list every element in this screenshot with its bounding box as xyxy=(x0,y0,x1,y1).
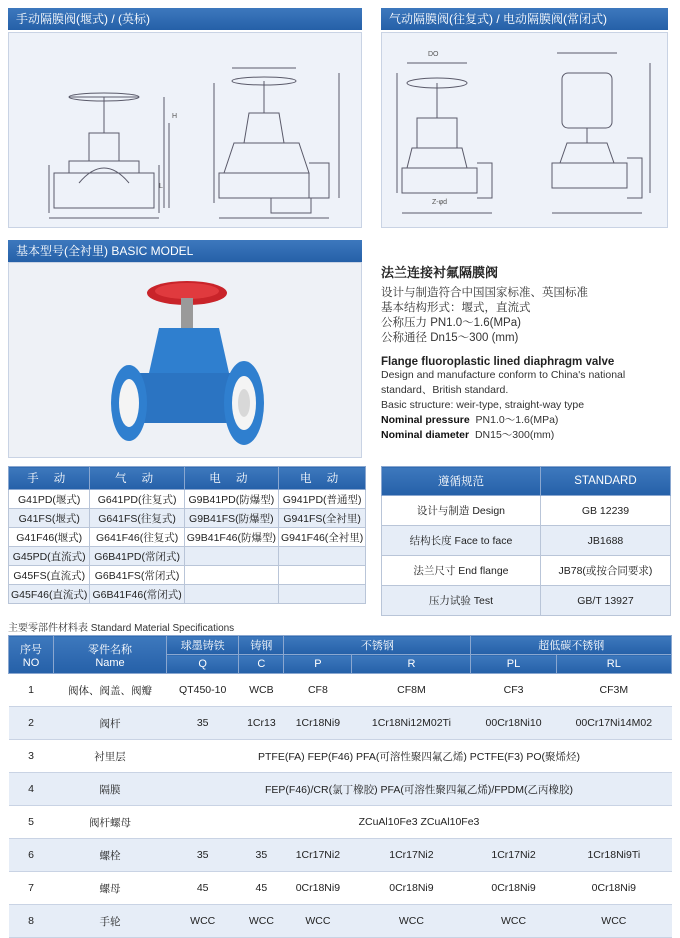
table-cell: 0Cr18Ni9 xyxy=(352,872,471,905)
row-no: 5 xyxy=(9,806,54,839)
table-cell: 0Cr18Ni9 xyxy=(471,872,556,905)
header-text: 零件名称 xyxy=(88,643,132,656)
section-title: 气动隔膜阀(往复式) / 电动隔膜阀(常闭式) xyxy=(389,12,607,26)
mat-header: 铸钢 xyxy=(239,636,284,655)
table-cell: PTFE(FA) FEP(F46) PFA(可溶性聚四氟乙烯) PCTFE(F3) PO(聚烯烃) xyxy=(167,740,672,773)
table-cell: G41PD(堰式) xyxy=(9,490,90,509)
table-row xyxy=(9,773,672,806)
table-cell: G41FS(堰式) xyxy=(9,509,90,528)
table-cell: WCC xyxy=(352,905,471,938)
table-cell: G9B41FS(防爆型) xyxy=(184,509,278,528)
header-text: 序号 xyxy=(20,643,42,656)
dim-label: DO xyxy=(428,51,439,58)
table-cell: JB78(或按合同要求) xyxy=(540,556,670,586)
table-cell: G941FS(全衬里) xyxy=(279,509,366,528)
spec-line: 设计与制造符合中国国家标准、英国标准 xyxy=(381,287,588,299)
mat-header: 超低碳不锈钢 xyxy=(471,636,672,655)
mat-code: PL xyxy=(471,655,556,674)
standards-header: STANDARD xyxy=(540,467,670,496)
row-no: 4 xyxy=(9,773,54,806)
table-cell: CF3 xyxy=(471,674,556,707)
section-header-basic-model xyxy=(8,240,362,262)
models-header: 电 动 xyxy=(184,467,278,490)
valve-photo-illustration xyxy=(9,263,361,457)
product-title-cn: 法兰连接衬氟隔膜阀 xyxy=(381,265,499,280)
dim-label: Z-φd xyxy=(432,199,448,206)
manual-valve-drawing-panel xyxy=(8,32,362,228)
mat-code: C xyxy=(239,655,284,674)
models-table xyxy=(8,466,366,604)
part-name: 隔膜 xyxy=(54,773,167,806)
table-row xyxy=(9,674,672,707)
table-cell: WCC xyxy=(284,905,352,938)
section-header-manual xyxy=(8,8,362,30)
table-cell: CF3M xyxy=(556,674,671,707)
table-cell: CF8 xyxy=(284,674,352,707)
table-cell: 1Cr17Ni2 xyxy=(352,839,471,872)
mat-code: Q xyxy=(167,655,239,674)
mat-header: 球墨铸铁 xyxy=(167,636,239,655)
spec-line-en: Design and manufacture conform to China's national xyxy=(381,369,626,381)
models-header: 手 动 xyxy=(9,467,90,490)
table-cell xyxy=(184,566,278,585)
table-cell: 1Cr13 xyxy=(239,707,284,740)
table-row xyxy=(382,496,671,526)
table-cell xyxy=(279,585,366,604)
table-row xyxy=(9,839,672,872)
table-cell: G6B41FS(常闭式) xyxy=(90,566,184,585)
table-cell: 35 xyxy=(167,839,239,872)
spec-line: 公称压力 PN1.0～1.6(MPa) xyxy=(381,317,521,329)
table-cell: 1Cr17Ni2 xyxy=(284,839,352,872)
materials-table xyxy=(8,635,672,938)
table-cell xyxy=(184,547,278,566)
table-cell: G641FS(往复式) xyxy=(90,509,184,528)
table-row xyxy=(382,556,671,586)
spec-line: 基本结构形式：堰式，直流式 xyxy=(381,302,531,314)
pneumatic-valve-drawing xyxy=(382,33,667,227)
mat-code: RL xyxy=(556,655,671,674)
header-text: NO xyxy=(22,656,40,669)
manual-valve-drawing xyxy=(9,33,361,227)
table-cell: JB1688 xyxy=(540,526,670,556)
table-cell: 0Cr18Ni9 xyxy=(284,872,352,905)
mat-header: 不锈钢 xyxy=(284,636,471,655)
table-row xyxy=(382,586,671,616)
part-name: 螺栓 xyxy=(54,839,167,872)
product-photo xyxy=(8,262,362,458)
standards-table xyxy=(381,466,671,616)
row-no: 1 xyxy=(9,674,54,707)
table-row xyxy=(9,905,672,938)
table-cell: 设计与制造 Design xyxy=(382,496,541,526)
models-header: 电 动 xyxy=(279,467,366,490)
row-no: 6 xyxy=(9,839,54,872)
table-cell: 1Cr17Ni2 xyxy=(471,839,556,872)
mat-header-name xyxy=(54,636,167,674)
table-cell: G6B41F46(常闭式) xyxy=(90,585,184,604)
table-row xyxy=(9,872,672,905)
table-cell: WCC xyxy=(471,905,556,938)
section-title: 基本型号(全衬里) BASIC MODEL xyxy=(16,244,194,258)
table-cell: G6B41PD(常闭式) xyxy=(90,547,184,566)
table-cell xyxy=(279,566,366,585)
table-row xyxy=(9,509,366,528)
header-text: Name xyxy=(95,656,125,669)
table-row xyxy=(9,740,672,773)
dim-label: H xyxy=(172,113,178,120)
table-cell: WCB xyxy=(239,674,284,707)
table-cell: 45 xyxy=(167,872,239,905)
table-cell: G41F46(堰式) xyxy=(9,528,90,547)
product-description xyxy=(381,262,671,443)
diameter-label: Nominal diameter xyxy=(381,429,470,441)
table-cell: G9B41F46(防爆型) xyxy=(184,528,278,547)
table-cell: 35 xyxy=(239,839,284,872)
row-no: 2 xyxy=(9,707,54,740)
mat-header-no xyxy=(9,636,54,674)
mat-code: R xyxy=(352,655,471,674)
table-cell: 1Cr18Ni9Ti xyxy=(556,839,671,872)
table-row xyxy=(9,707,672,740)
part-name: 衬里层 xyxy=(54,740,167,773)
table-row xyxy=(9,547,366,566)
part-name: 阀杆螺母 xyxy=(54,806,167,839)
table-cell: WCC xyxy=(167,905,239,938)
part-name: 螺母 xyxy=(54,872,167,905)
table-cell: G9B41PD(防爆型) xyxy=(184,490,278,509)
table-cell: 45 xyxy=(239,872,284,905)
table-cell: 35 xyxy=(167,707,239,740)
table-cell: 00Cr17Ni14M02 xyxy=(556,707,671,740)
table-cell: G45PD(直流式) xyxy=(9,547,90,566)
table-cell: GB/T 13927 xyxy=(540,586,670,616)
table-cell: FEP(F46)/CR(氯丁橡胶) PFA(可溶性聚四氟乙烯)/FPDM(乙丙橡胶) xyxy=(167,773,672,806)
table-cell: G941F46(全衬里) xyxy=(279,528,366,547)
models-header: 气 动 xyxy=(90,467,184,490)
pressure-line xyxy=(381,413,671,428)
pressure-label: Nominal pressure xyxy=(381,414,470,426)
table-cell xyxy=(184,585,278,604)
row-no: 8 xyxy=(9,905,54,938)
materials-caption: 主要零部件材料表 Standard Material Specifications xyxy=(8,623,235,634)
section-header-pneumatic xyxy=(381,8,668,30)
table-row xyxy=(9,566,366,585)
table-cell: G641PD(往复式) xyxy=(90,490,184,509)
table-cell: G45F46(直流式) xyxy=(9,585,90,604)
standards-header: 遵循规范 xyxy=(382,467,541,496)
table-cell: G641F46(往复式) xyxy=(90,528,184,547)
row-no: 7 xyxy=(9,872,54,905)
table-row xyxy=(382,526,671,556)
table-cell: G45FS(直流式) xyxy=(9,566,90,585)
part-name: 手轮 xyxy=(54,905,167,938)
table-cell: GB 12239 xyxy=(540,496,670,526)
table-cell: 1Cr18Ni9 xyxy=(284,707,352,740)
row-no: 3 xyxy=(9,740,54,773)
product-title-en: Flange fluoroplastic lined diaphragm valve xyxy=(381,356,615,368)
table-cell: WCC xyxy=(556,905,671,938)
part-name: 阀体、阀盖、阀瓣 xyxy=(54,674,167,707)
table-cell: 00Cr18Ni10 xyxy=(471,707,556,740)
part-name: 阀杆 xyxy=(54,707,167,740)
table-row xyxy=(9,490,366,509)
dim-label: L xyxy=(159,183,163,190)
table-cell: 0Cr18Ni9 xyxy=(556,872,671,905)
table-cell: 结构长度 Face to face xyxy=(382,526,541,556)
mat-code: P xyxy=(284,655,352,674)
diameter-line xyxy=(381,428,671,443)
table-row xyxy=(9,585,366,604)
table-cell: QT450-10 xyxy=(167,674,239,707)
spec-line-en: Basic structure: weir-type, straight-way type xyxy=(381,399,585,411)
section-title: 手动隔膜阀(堰式) / (英标) xyxy=(16,12,150,26)
pressure-value: PN1.0～1.6(MPa) xyxy=(475,414,559,426)
table-cell: G941PD(普通型) xyxy=(279,490,366,509)
table-row xyxy=(9,528,366,547)
diameter-value: DN15～300(mm) xyxy=(474,429,555,441)
table-cell: CF8M xyxy=(352,674,471,707)
table-cell xyxy=(279,547,366,566)
table-cell: ZCuAl10Fe3 ZCuAl10Fe3 xyxy=(167,806,672,839)
pneumatic-valve-drawing-panel xyxy=(381,32,668,228)
table-cell: 法兰尺寸 End flange xyxy=(382,556,541,586)
table-row xyxy=(9,806,672,839)
spec-line-en: standard、British standard. xyxy=(381,384,509,396)
table-cell: 1Cr18Ni12M02Ti xyxy=(352,707,471,740)
table-cell: 压力试验 Test xyxy=(382,586,541,616)
table-cell: WCC xyxy=(239,905,284,938)
spec-line: 公称通径 Dn15～300 (mm) xyxy=(381,332,519,344)
